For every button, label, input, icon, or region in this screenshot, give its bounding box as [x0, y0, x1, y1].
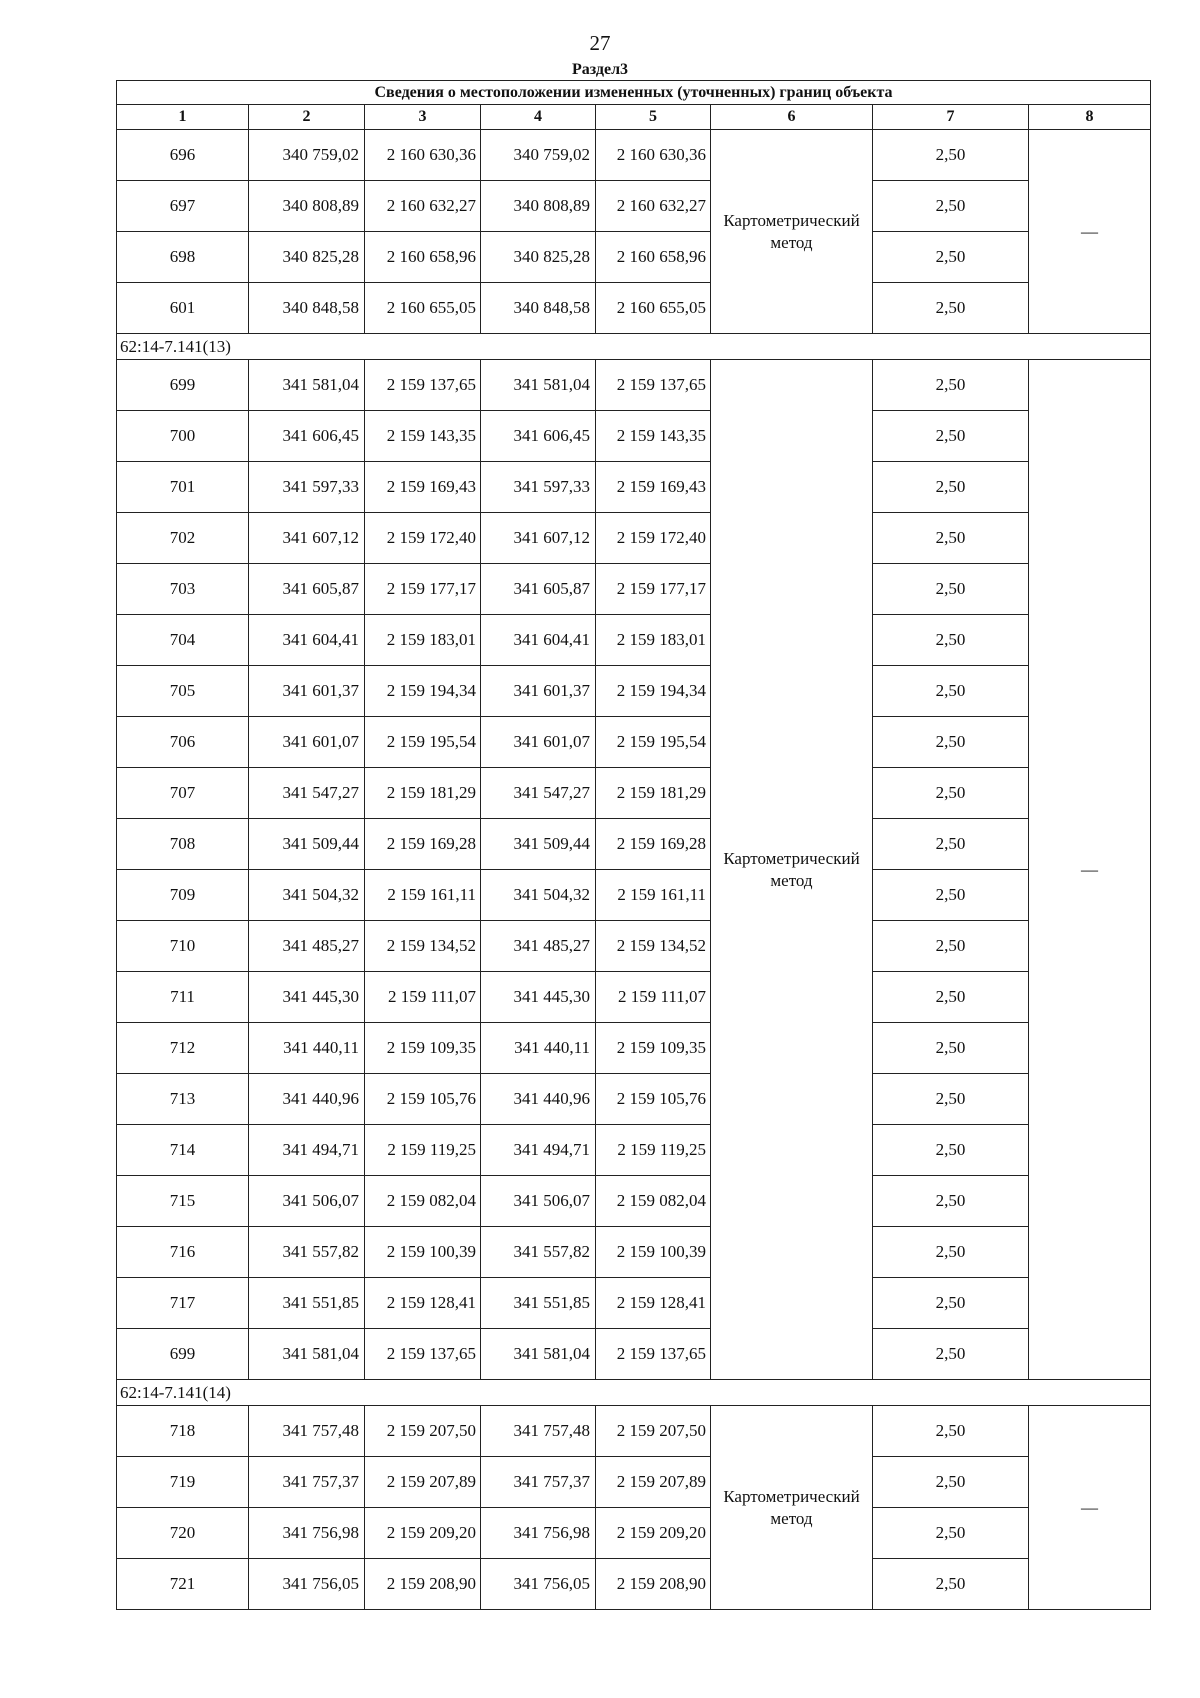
coordinate-x-existing: 340 848,58: [249, 283, 365, 334]
group-label: 62:14-7.141(14): [117, 1380, 1151, 1406]
point-number: 716: [117, 1227, 249, 1278]
table-row: [117, 819, 1151, 870]
point-number: 705: [117, 666, 249, 717]
accuracy-value: 2,50: [873, 615, 1029, 666]
coordinate-x-new: 340 825,28: [481, 232, 596, 283]
coordinate-x-new: 341 557,82: [481, 1227, 596, 1278]
point-number: 706: [117, 717, 249, 768]
coordinate-x-existing: 341 551,85: [249, 1278, 365, 1329]
point-number: 698: [117, 232, 249, 283]
coordinate-x-existing: 341 604,41: [249, 615, 365, 666]
point-number: 704: [117, 615, 249, 666]
coordinate-y-new: 2 160 630,36: [596, 130, 711, 181]
table-row: [117, 717, 1151, 768]
coordinate-x-new: 341 506,07: [481, 1176, 596, 1227]
coordinate-y-existing: 2 159 209,20: [365, 1508, 481, 1559]
coordinate-x-existing: 341 506,07: [249, 1176, 365, 1227]
coordinate-y-new: 2 159 195,54: [596, 717, 711, 768]
coordinate-x-existing: 341 485,27: [249, 921, 365, 972]
point-number: 711: [117, 972, 249, 1023]
coordinate-y-new: 2 159 143,35: [596, 411, 711, 462]
accuracy-value: 2,50: [873, 1457, 1029, 1508]
table-row: [117, 1074, 1151, 1125]
accuracy-value: 2,50: [873, 1278, 1029, 1329]
table-row: [117, 360, 1151, 411]
coordinate-x-new: 340 808,89: [481, 181, 596, 232]
method-cell: Картометрический метод: [711, 360, 873, 1380]
table-row: [117, 1559, 1151, 1610]
coordinate-y-new: 2 160 655,05: [596, 283, 711, 334]
table-row: [117, 1227, 1151, 1278]
coordinate-x-new: 341 504,32: [481, 870, 596, 921]
coordinate-y-new: 2 159 169,43: [596, 462, 711, 513]
coordinate-x-new: 340 759,02: [481, 130, 596, 181]
coordinate-x-existing: 341 445,30: [249, 972, 365, 1023]
coordinate-y-new: 2 159 177,17: [596, 564, 711, 615]
coordinate-y-new: 2 159 137,65: [596, 360, 711, 411]
accuracy-value: 2,50: [873, 360, 1029, 411]
accuracy-value: 2,50: [873, 1329, 1029, 1380]
point-number: 702: [117, 513, 249, 564]
point-number: 707: [117, 768, 249, 819]
coordinate-y-existing: 2 159 128,41: [365, 1278, 481, 1329]
coordinate-y-new: 2 159 172,40: [596, 513, 711, 564]
coordinate-y-existing: 2 159 194,34: [365, 666, 481, 717]
coordinate-x-existing: 340 808,89: [249, 181, 365, 232]
table-row: [117, 666, 1151, 717]
column-header: 4: [481, 105, 596, 130]
coordinate-x-existing: 341 509,44: [249, 819, 365, 870]
column-header: 1: [117, 105, 249, 130]
coordinate-y-existing: 2 160 658,96: [365, 232, 481, 283]
group-header-row: [117, 1380, 1151, 1406]
accuracy-value: 2,50: [873, 462, 1029, 513]
table-row: [117, 768, 1151, 819]
table-row: [117, 1457, 1151, 1508]
coordinate-x-existing: 341 756,98: [249, 1508, 365, 1559]
coordinate-x-new: 341 551,85: [481, 1278, 596, 1329]
coordinate-x-existing: 341 557,82: [249, 1227, 365, 1278]
accuracy-value: 2,50: [873, 1023, 1029, 1074]
coordinate-x-new: 341 604,41: [481, 615, 596, 666]
coordinate-y-new: 2 159 134,52: [596, 921, 711, 972]
coordinate-y-new: 2 159 181,29: [596, 768, 711, 819]
point-number: 601: [117, 283, 249, 334]
accuracy-value: 2,50: [873, 921, 1029, 972]
coordinate-y-existing: 2 159 143,35: [365, 411, 481, 462]
point-number: 715: [117, 1176, 249, 1227]
coordinate-y-existing: 2 159 177,17: [365, 564, 481, 615]
coordinate-y-new: 2 159 082,04: [596, 1176, 711, 1227]
accuracy-value: 2,50: [873, 1074, 1029, 1125]
coordinate-x-new: 341 607,12: [481, 513, 596, 564]
coordinate-y-existing: 2 159 161,11: [365, 870, 481, 921]
coordinate-y-new: 2 159 105,76: [596, 1074, 711, 1125]
accuracy-value: 2,50: [873, 411, 1029, 462]
table-row: [117, 232, 1151, 283]
coordinate-y-existing: 2 159 195,54: [365, 717, 481, 768]
column-header: 6: [711, 105, 873, 130]
coordinate-y-new: 2 160 658,96: [596, 232, 711, 283]
coordinate-x-existing: 340 825,28: [249, 232, 365, 283]
accuracy-value: 2,50: [873, 181, 1029, 232]
coordinate-x-existing: 341 504,32: [249, 870, 365, 921]
coordinate-y-existing: 2 159 111,07: [365, 972, 481, 1023]
table-row: [117, 870, 1151, 921]
coordinate-y-existing: 2 159 137,65: [365, 1329, 481, 1380]
accuracy-value: 2,50: [873, 1406, 1029, 1457]
coordinate-y-existing: 2 159 207,50: [365, 1406, 481, 1457]
coordinate-x-existing: 341 757,37: [249, 1457, 365, 1508]
coordinate-y-existing: 2 159 134,52: [365, 921, 481, 972]
table-row: [117, 513, 1151, 564]
table-row: [117, 1278, 1151, 1329]
coordinate-y-new: 2 159 208,90: [596, 1559, 711, 1610]
method-cell: Картометрический метод: [711, 130, 873, 334]
section-title: Раздел3: [571, 61, 629, 78]
accuracy-value: 2,50: [873, 1176, 1029, 1227]
note-cell: —: [1029, 1406, 1151, 1610]
coordinate-x-existing: 341 440,11: [249, 1023, 365, 1074]
accuracy-value: 2,50: [873, 564, 1029, 615]
coordinate-y-existing: 2 159 169,28: [365, 819, 481, 870]
point-number: 696: [117, 130, 249, 181]
point-number: 697: [117, 181, 249, 232]
coordinate-x-new: 341 509,44: [481, 819, 596, 870]
coordinate-x-existing: 341 581,04: [249, 360, 365, 411]
coordinate-x-new: 341 756,05: [481, 1559, 596, 1610]
table-row: [117, 1176, 1151, 1227]
table-row: [117, 615, 1151, 666]
coordinate-y-existing: 2 159 172,40: [365, 513, 481, 564]
coordinate-x-new: 341 440,11: [481, 1023, 596, 1074]
point-number: 718: [117, 1406, 249, 1457]
coordinate-x-new: 341 485,27: [481, 921, 596, 972]
column-header: 3: [365, 105, 481, 130]
page-number: 27: [589, 31, 611, 55]
coordinate-x-new: 341 581,04: [481, 360, 596, 411]
coordinate-x-new: 341 547,27: [481, 768, 596, 819]
point-number: 720: [117, 1508, 249, 1559]
point-number: 710: [117, 921, 249, 972]
coordinate-x-new: 341 757,48: [481, 1406, 596, 1457]
accuracy-value: 2,50: [873, 130, 1029, 181]
coordinate-y-new: 2 159 207,89: [596, 1457, 711, 1508]
coordinate-x-new: 341 605,87: [481, 564, 596, 615]
coordinate-x-existing: 341 581,04: [249, 1329, 365, 1380]
point-number: 712: [117, 1023, 249, 1074]
accuracy-value: 2,50: [873, 768, 1029, 819]
coordinate-x-new: 341 445,30: [481, 972, 596, 1023]
coordinate-y-existing: 2 159 183,01: [365, 615, 481, 666]
table-caption-row: [117, 81, 1151, 105]
accuracy-value: 2,50: [873, 1508, 1029, 1559]
coordinate-y-new: 2 159 128,41: [596, 1278, 711, 1329]
column-header-row: [117, 105, 1151, 130]
accuracy-value: 2,50: [873, 870, 1029, 921]
coordinate-y-new: 2 159 169,28: [596, 819, 711, 870]
table-caption: Сведения о местоположении измененных (уточненных) границ объекта: [117, 81, 1151, 105]
coordinate-y-new: 2 159 209,20: [596, 1508, 711, 1559]
method-cell: Картометрический метод: [711, 1406, 873, 1610]
coordinate-y-new: 2 159 109,35: [596, 1023, 711, 1074]
coordinate-y-new: 2 159 111,07: [596, 972, 711, 1023]
coordinate-x-existing: 341 440,96: [249, 1074, 365, 1125]
accuracy-value: 2,50: [873, 717, 1029, 768]
column-header: 2: [249, 105, 365, 130]
point-number: 699: [117, 360, 249, 411]
accuracy-value: 2,50: [873, 513, 1029, 564]
accuracy-value: 2,50: [873, 1559, 1029, 1610]
coordinate-y-existing: 2 159 119,25: [365, 1125, 481, 1176]
point-number: 709: [117, 870, 249, 921]
point-number: 699: [117, 1329, 249, 1380]
coordinate-x-new: 341 601,37: [481, 666, 596, 717]
table-row: [117, 1023, 1151, 1074]
coordinate-y-new: 2 159 119,25: [596, 1125, 711, 1176]
group-header-row: [117, 334, 1151, 360]
table-row: [117, 921, 1151, 972]
accuracy-value: 2,50: [873, 819, 1029, 870]
coordinate-x-new: 341 606,45: [481, 411, 596, 462]
note-cell: —: [1029, 360, 1151, 1380]
accuracy-value: 2,50: [873, 283, 1029, 334]
coordinate-x-existing: 341 597,33: [249, 462, 365, 513]
table-row: [117, 181, 1151, 232]
coordinate-x-new: 341 601,07: [481, 717, 596, 768]
coordinate-y-existing: 2 159 169,43: [365, 462, 481, 513]
coordinate-y-existing: 2 160 632,27: [365, 181, 481, 232]
coordinate-x-existing: 341 547,27: [249, 768, 365, 819]
accuracy-value: 2,50: [873, 666, 1029, 717]
table-row: [117, 972, 1151, 1023]
coordinate-y-new: 2 159 137,65: [596, 1329, 711, 1380]
coordinates-table: [116, 80, 1151, 1610]
table-row: [117, 411, 1151, 462]
coordinate-y-existing: 2 159 207,89: [365, 1457, 481, 1508]
point-number: 708: [117, 819, 249, 870]
coordinate-x-new: 341 440,96: [481, 1074, 596, 1125]
accuracy-value: 2,50: [873, 1125, 1029, 1176]
point-number: 700: [117, 411, 249, 462]
coordinate-x-existing: 341 757,48: [249, 1406, 365, 1457]
coordinate-x-new: 340 848,58: [481, 283, 596, 334]
coordinate-x-existing: 341 494,71: [249, 1125, 365, 1176]
coordinate-x-existing: 341 605,87: [249, 564, 365, 615]
coordinate-y-new: 2 160 632,27: [596, 181, 711, 232]
table-row: [117, 283, 1151, 334]
coordinate-x-new: 341 597,33: [481, 462, 596, 513]
coordinate-x-new: 341 494,71: [481, 1125, 596, 1176]
coordinate-y-existing: 2 160 655,05: [365, 283, 481, 334]
coordinate-x-new: 341 756,98: [481, 1508, 596, 1559]
point-number: 714: [117, 1125, 249, 1176]
coordinate-y-existing: 2 159 082,04: [365, 1176, 481, 1227]
coordinate-x-existing: 340 759,02: [249, 130, 365, 181]
coordinate-y-new: 2 159 100,39: [596, 1227, 711, 1278]
accuracy-value: 2,50: [873, 232, 1029, 283]
column-header: 7: [873, 105, 1029, 130]
point-number: 721: [117, 1559, 249, 1610]
table-row: [117, 1125, 1151, 1176]
coordinate-y-new: 2 159 194,34: [596, 666, 711, 717]
table-row: [117, 1508, 1151, 1559]
coordinate-x-existing: 341 756,05: [249, 1559, 365, 1610]
coordinate-y-existing: 2 159 208,90: [365, 1559, 481, 1610]
coordinate-y-new: 2 159 207,50: [596, 1406, 711, 1457]
point-number: 713: [117, 1074, 249, 1125]
table-row: [117, 1329, 1151, 1380]
note-cell: —: [1029, 130, 1151, 334]
coordinate-x-existing: 341 601,07: [249, 717, 365, 768]
point-number: 703: [117, 564, 249, 615]
point-number: 719: [117, 1457, 249, 1508]
accuracy-value: 2,50: [873, 972, 1029, 1023]
table-row: [117, 564, 1151, 615]
coordinate-x-existing: 341 606,45: [249, 411, 365, 462]
coordinate-y-existing: 2 159 137,65: [365, 360, 481, 411]
coordinate-x-existing: 341 607,12: [249, 513, 365, 564]
coordinate-y-new: 2 159 161,11: [596, 870, 711, 921]
coordinate-y-existing: 2 160 630,36: [365, 130, 481, 181]
point-number: 701: [117, 462, 249, 513]
point-number: 717: [117, 1278, 249, 1329]
coordinate-y-existing: 2 159 100,39: [365, 1227, 481, 1278]
coordinate-y-existing: 2 159 181,29: [365, 768, 481, 819]
coordinate-x-new: 341 757,37: [481, 1457, 596, 1508]
table-row: [117, 462, 1151, 513]
coordinate-y-existing: 2 159 105,76: [365, 1074, 481, 1125]
group-label: 62:14-7.141(13): [117, 334, 1151, 360]
coordinate-x-new: 341 581,04: [481, 1329, 596, 1380]
coordinate-x-existing: 341 601,37: [249, 666, 365, 717]
coordinate-y-existing: 2 159 109,35: [365, 1023, 481, 1074]
table-row: [117, 1406, 1151, 1457]
column-header: 5: [596, 105, 711, 130]
coordinate-y-new: 2 159 183,01: [596, 615, 711, 666]
accuracy-value: 2,50: [873, 1227, 1029, 1278]
column-header: 8: [1029, 105, 1151, 130]
table-row: [117, 130, 1151, 181]
